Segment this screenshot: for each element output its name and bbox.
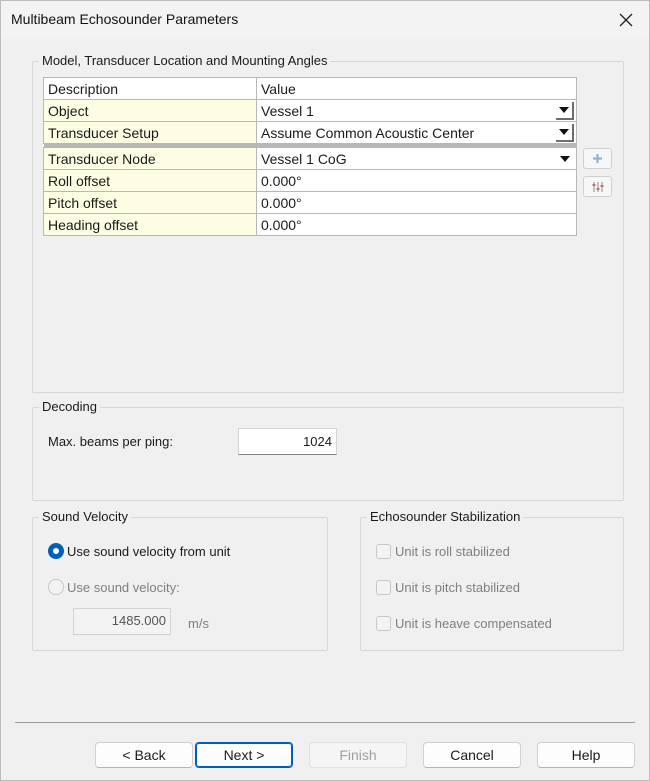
dropdown-arrow[interactable] [556,124,574,142]
roll-offset-field[interactable]: 0.000° [257,170,577,192]
footer-divider [15,722,635,723]
help-button[interactable]: Help [537,742,635,768]
sliders-icon [592,181,604,193]
heave-compensated-label[interactable]: Unit is heave compensated [395,616,552,631]
finish-button[interactable]: Finish [309,742,407,768]
model-transducer-group-label: Model, Transducer Location and Mounting Angles [39,53,330,68]
title-bar [1,1,649,39]
pitch-offset-field[interactable]: 0.000° [257,192,577,214]
velocity-from-unit-label[interactable]: Use sound velocity from unit [67,544,231,559]
close-icon [619,13,633,27]
grid-header-row [44,78,577,100]
row-label: Transducer Node [44,148,257,170]
manual-velocity-radio[interactable] [48,579,64,595]
dropdown-arrow[interactable] [556,150,574,168]
window-title: Multibeam Echosounder Parameters [11,11,239,27]
parameters-grid [43,77,577,236]
grid-row-heading-offset[interactable] [44,214,577,236]
adjust-settings-button[interactable] [583,176,612,197]
velocity-from-unit-radio[interactable] [48,543,64,559]
roll-stabilized-checkbox[interactable] [376,544,391,559]
grid-row-pitch-offset[interactable] [44,192,577,214]
chevron-down-icon [560,156,570,162]
transducer-node-dropdown[interactable] [257,148,577,170]
sound-velocity-input[interactable]: 1485.000 [73,608,171,635]
manual-velocity-label[interactable]: Use sound velocity: [67,580,180,595]
row-label: Heading offset [44,214,257,236]
column-header-description: Description [44,78,257,100]
row-label: Transducer Setup [44,122,257,144]
row-label: Object [44,100,257,122]
grid-row-object[interactable] [44,100,577,122]
transducer-setup-value: Assume Common Acoustic Center [261,124,475,141]
grid-row-transducer-setup[interactable] [44,122,577,144]
row-label: Pitch offset [44,192,257,214]
pitch-stabilized-label[interactable]: Unit is pitch stabilized [395,580,520,595]
heading-offset-field[interactable]: 0.000° [257,214,577,236]
object-value: Vessel 1 [261,102,314,119]
transducer-node-value: Vessel 1 CoG [261,150,347,167]
decoding-group-label: Decoding [39,399,100,414]
max-beams-input[interactable]: 1024 [238,428,337,455]
back-button[interactable]: < Back [95,742,193,768]
chevron-down-icon [559,129,569,135]
plus-icon [592,153,603,164]
max-beams-label: Max. beams per ping: [48,434,174,449]
pitch-stabilized-checkbox[interactable] [376,580,391,595]
roll-stabilized-label[interactable]: Unit is roll stabilized [395,544,510,559]
object-dropdown[interactable] [257,100,577,122]
row-label: Roll offset [44,170,257,192]
heave-compensated-checkbox[interactable] [376,616,391,631]
velocity-unit-label: m/s [188,616,209,631]
stabilization-group-label: Echosounder Stabilization [367,509,523,524]
transducer-setup-dropdown[interactable] [257,122,577,144]
grid-row-transducer-node[interactable] [44,148,577,170]
add-node-button[interactable] [583,148,612,169]
grid-row-roll-offset[interactable] [44,170,577,192]
cancel-button[interactable]: Cancel [423,742,521,768]
column-header-value: Value [257,78,577,100]
chevron-down-icon [559,107,569,113]
dropdown-arrow[interactable] [556,102,574,120]
sound-velocity-group-label: Sound Velocity [39,509,131,524]
next-button[interactable]: Next > [195,742,293,768]
close-button[interactable] [611,5,641,35]
